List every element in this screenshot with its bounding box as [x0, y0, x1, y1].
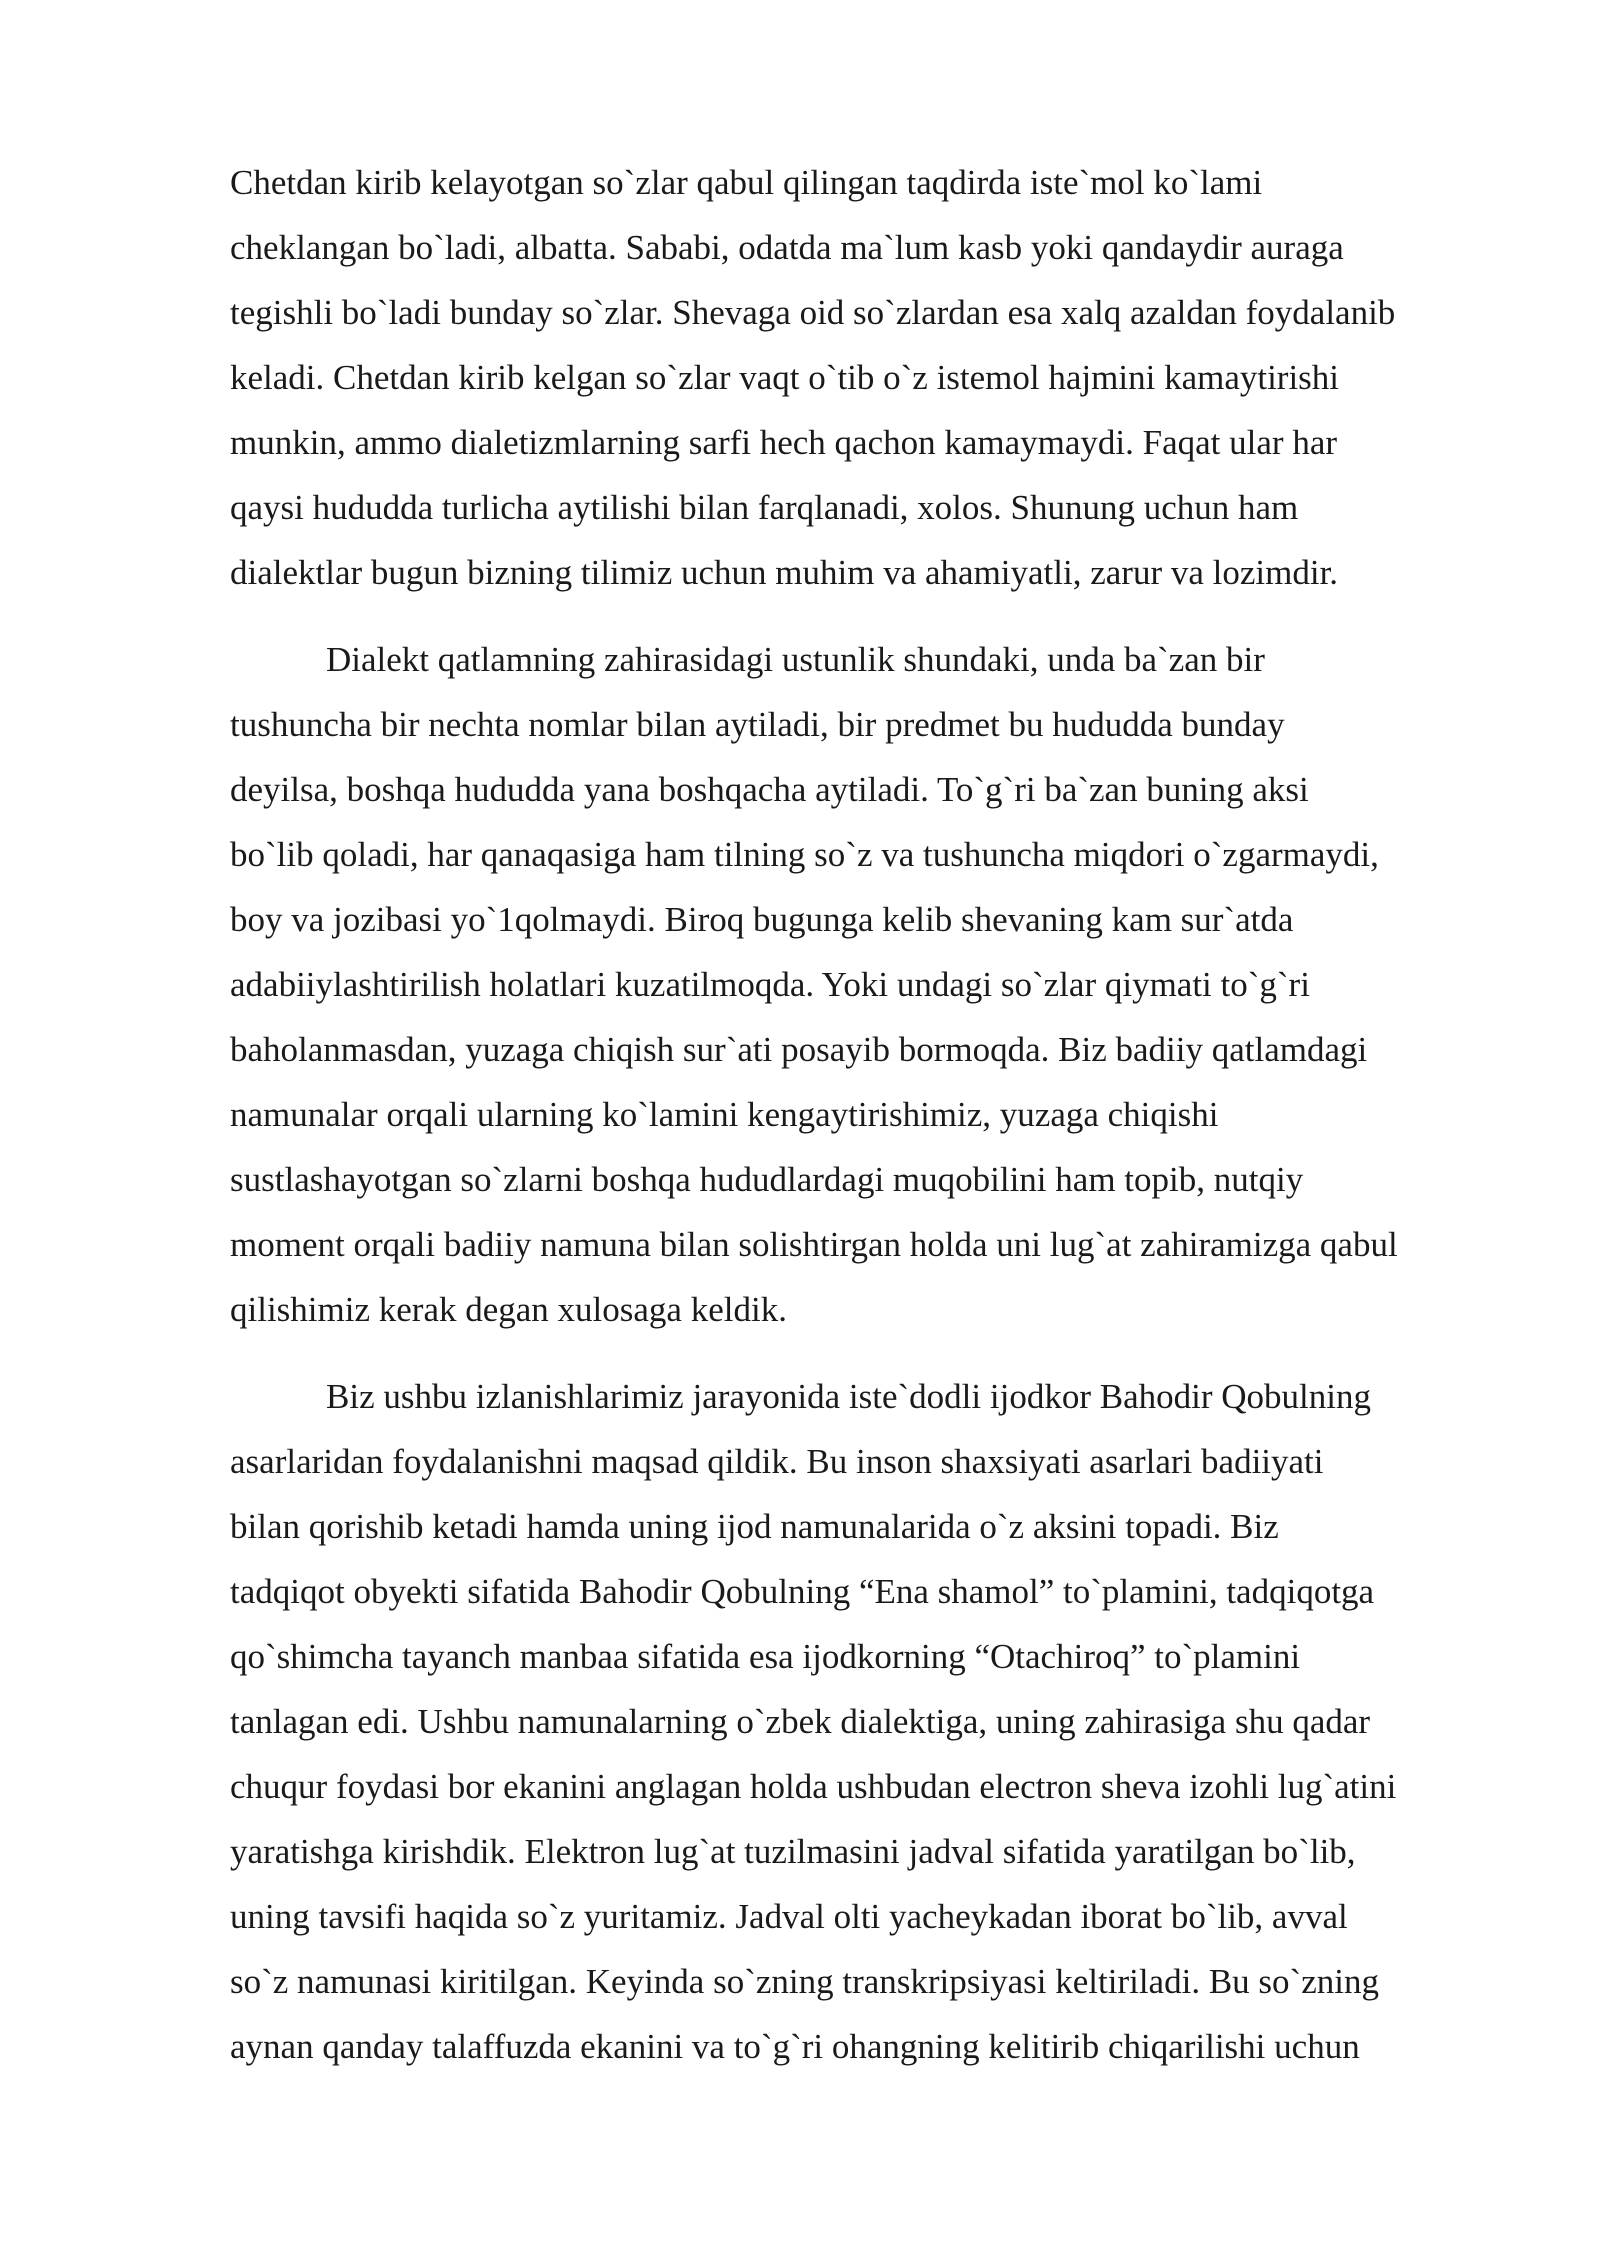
- text-line: qaysi hududda turlicha aytilishi bilan farqlanadi, xolos. Shunung uchun ham: [230, 488, 1299, 527]
- text-line: namunalar orqali ularning ko`lamini kengaytirishimiz, yuzaga chiqishi: [230, 1095, 1219, 1134]
- text-line: baholanmasdan, yuzaga chiqish sur`ati posayib bormoqda. Biz badiiy qatlamdagi: [230, 1030, 1368, 1069]
- paragraph-2: [230, 627, 1495, 1342]
- text-line: bilan qorishib ketadi hamda uning ijod namunalarida o`z aksini topadi. Biz: [230, 1507, 1279, 1546]
- text-line: cheklangan bo`ladi, albatta. Sababi, odatda ma`lum kasb yoki qandaydir auraga: [230, 228, 1344, 267]
- text-line: dialektlar bugun bizning tilimiz uchun muhim va ahamiyatli, zarur va lozimdir.: [230, 553, 1339, 592]
- text-line: chuqur foydasi bor ekanini anglagan holda ushbudan electron sheva izohli lug`atini: [230, 1767, 1397, 1806]
- paragraph-3: [230, 1364, 1495, 2079]
- text-line-indented: Biz ushbu izlanishlarimiz jarayonida iste`dodli ijodkor Bahodir Qobulning: [326, 1377, 1371, 1416]
- text-line: boy va jozibasi yo`1qolmaydi. Biroq bugunga kelib shevaning kam sur`atda: [230, 900, 1294, 939]
- text-line: asarlaridan foydalanishni maqsad qildik. Bu inson shaxsiyati asarlari badiiyati: [230, 1442, 1324, 1481]
- body-text: [230, 150, 1495, 2101]
- text-line-indented: Dialekt qatlamning zahirasidagi ustunlik shundaki, unda ba`zan bir: [326, 640, 1265, 679]
- text-line: adabiiylashtirilish holatlari kuzatilmoqda. Yoki undagi so`zlar qiymati to`g`ri: [230, 965, 1310, 1004]
- text-line: keladi. Chetdan kirib kelgan so`zlar vaqt o`tib o`z istemol hajmini kamaytirishi: [230, 358, 1340, 397]
- text-line: munkin, ammo dialetizmlarning sarfi hech qachon kamaymaydi. Faqat ular har: [230, 423, 1338, 462]
- text-line: qilishimiz kerak degan xulosaga keldik.: [230, 1290, 787, 1329]
- text-line: aynan qanday talaffuzda ekanini va to`g`ri ohangning kelitirib chiqarilishi uchun: [230, 2027, 1360, 2066]
- text-line: tanlagan edi. Ushbu namunalarning o`zbek dialektiga, uning zahirasiga shu qadar: [230, 1702, 1371, 1741]
- text-line: sustlashayotgan so`zlarni boshqa hududlardagi muqobilini ham topib, nutqiy: [230, 1160, 1304, 1199]
- text-line: uning tavsifi haqida so`z yuritamiz. Jadval olti yacheykadan iborat bo`lib, avval: [230, 1897, 1348, 1936]
- text-line: so`z namunasi kiritilgan. Keyinda so`zning transkripsiyasi keltiriladi. Bu so`zning: [230, 1962, 1379, 2001]
- text-line: Chetdan kirib kelayotgan so`zlar qabul qilingan taqdirda iste`mol ko`lami: [230, 163, 1263, 202]
- text-line: tadqiqot obyekti sifatida Bahodir Qobulning “Ena shamol” to`plamini, tadqiqotga: [230, 1572, 1375, 1611]
- text-line: moment orqali badiiy namuna bilan solishtirgan holda uni lug`at zahiramizga qabul: [230, 1225, 1398, 1264]
- text-line: tegishli bo`ladi bunday so`zlar. Shevaga oid so`zlardan esa xalq azaldan foydalanib: [230, 293, 1396, 332]
- text-line: bo`lib qoladi, har qanaqasiga ham tilning so`z va tushuncha miqdori o`zgarmaydi,: [230, 835, 1379, 874]
- text-line: deyilsa, boshqa hududda yana boshqacha aytiladi. To`g`ri ba`zan buning aksi: [230, 770, 1309, 809]
- text-line: qo`shimcha tayanch manbaa sifatida esa ijodkorning “Otachiroq” to`plamini: [230, 1637, 1301, 1676]
- text-line: tushuncha bir nechta nomlar bilan aytiladi, bir predmet bu hududda bunday: [230, 705, 1285, 744]
- paragraph-1: [230, 150, 1495, 605]
- text-line: yaratishga kirishdik. Elektron lug`at tuzilmasini jadval sifatida yaratilgan bo`lib,: [230, 1832, 1356, 1871]
